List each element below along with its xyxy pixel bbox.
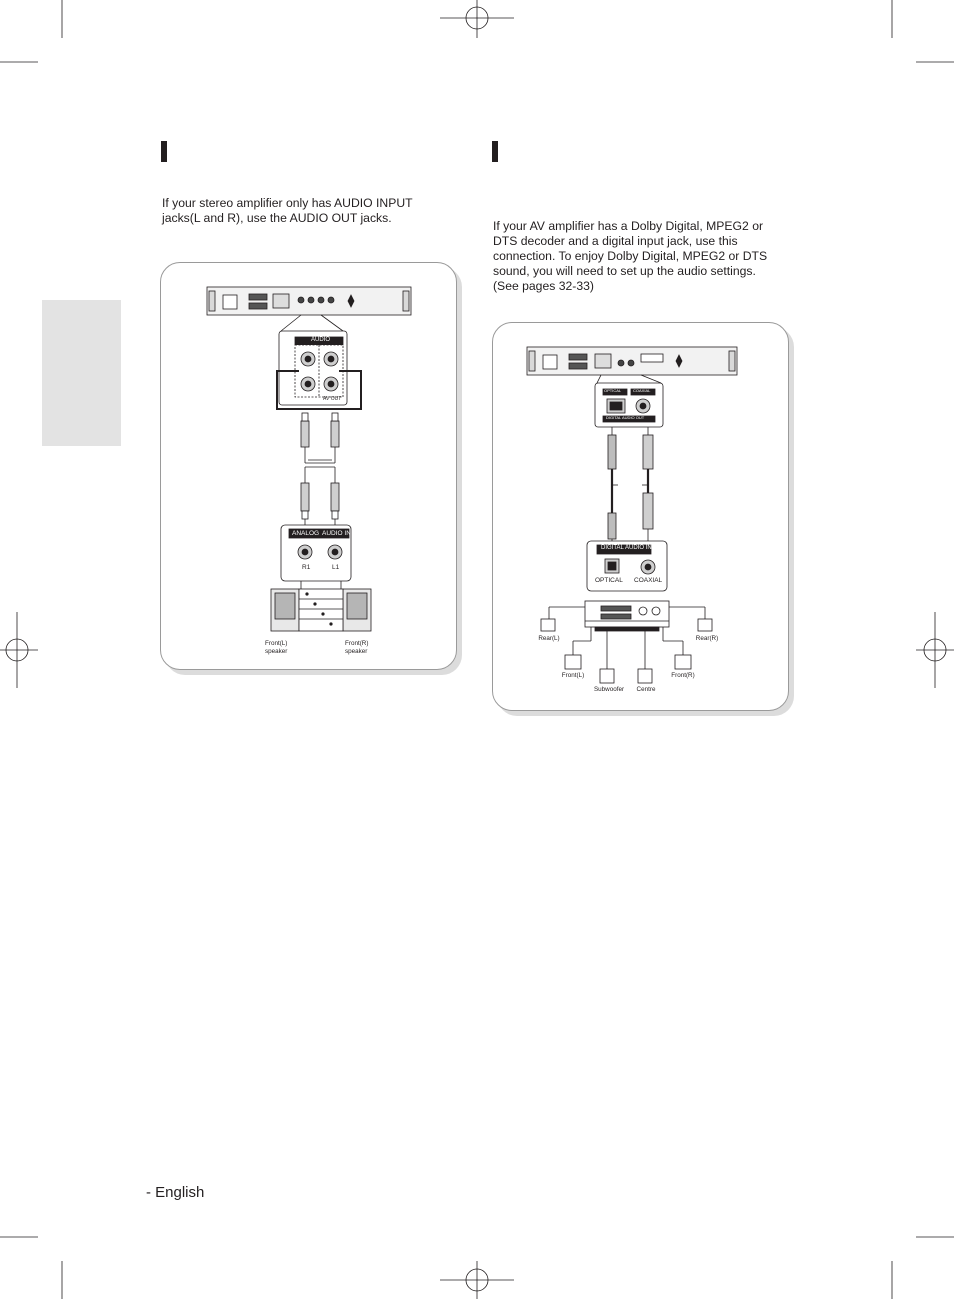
page-footer: - English (146, 1184, 205, 1201)
jack-r-label: R1 (302, 564, 311, 571)
coaxial-in-label: COAXIAL (634, 577, 663, 584)
amp-header-b: AUDIO IN (322, 530, 351, 537)
section-tab (42, 300, 121, 446)
jack-footer-label: AV OUT (323, 396, 342, 402)
amp-header-a: ANALOG (292, 530, 320, 537)
front-left-label: Front(L) (561, 672, 585, 679)
digital-connection-art (493, 323, 788, 710)
front-left-speaker-label: Front(L) speaker (265, 640, 288, 655)
analog-connection-art (161, 263, 456, 669)
right-description: If your AV amplifier has a Dolby Digital, MPEG2 or DTS decoder and a digital input jack, use this connection. To enjoy Dolby Digital, MPEG2 or DTS sound, you will need to set up the audio settings. (See pages 32-33) (493, 219, 768, 293)
subwoofer-label: Subwoofer (593, 686, 625, 693)
front-right-speaker-label: Front(R) speaker (345, 640, 369, 655)
centre-label: Centre (636, 686, 656, 693)
left-heading-bar (161, 141, 167, 162)
jack-l-label: L1 (332, 564, 340, 571)
coaxial-out-label: COAXIAL (633, 388, 651, 393)
right-heading-bar (492, 141, 498, 162)
jack-header-label: AUDIO (311, 337, 331, 343)
rear-right-label: Rear(R) (695, 635, 719, 642)
optical-in-label: OPTICAL (595, 577, 623, 584)
optical-out-label: OPTICAL (604, 388, 622, 393)
digital-audio-out-label: DIGITAL AUDIO OUT (606, 415, 645, 420)
digital-connection-diagram (492, 322, 789, 711)
digital-audio-in-label: DIGITAL AUDIO IN (601, 545, 652, 551)
rear-left-label: Rear(L) (538, 635, 560, 642)
analog-connection-diagram (160, 262, 457, 670)
front-right-label: Front(R) (671, 672, 695, 679)
left-description: If your stereo amplifier only has AUDIO INPUT jacks(L and R), use the AUDIO OUT jacks. (162, 196, 413, 225)
